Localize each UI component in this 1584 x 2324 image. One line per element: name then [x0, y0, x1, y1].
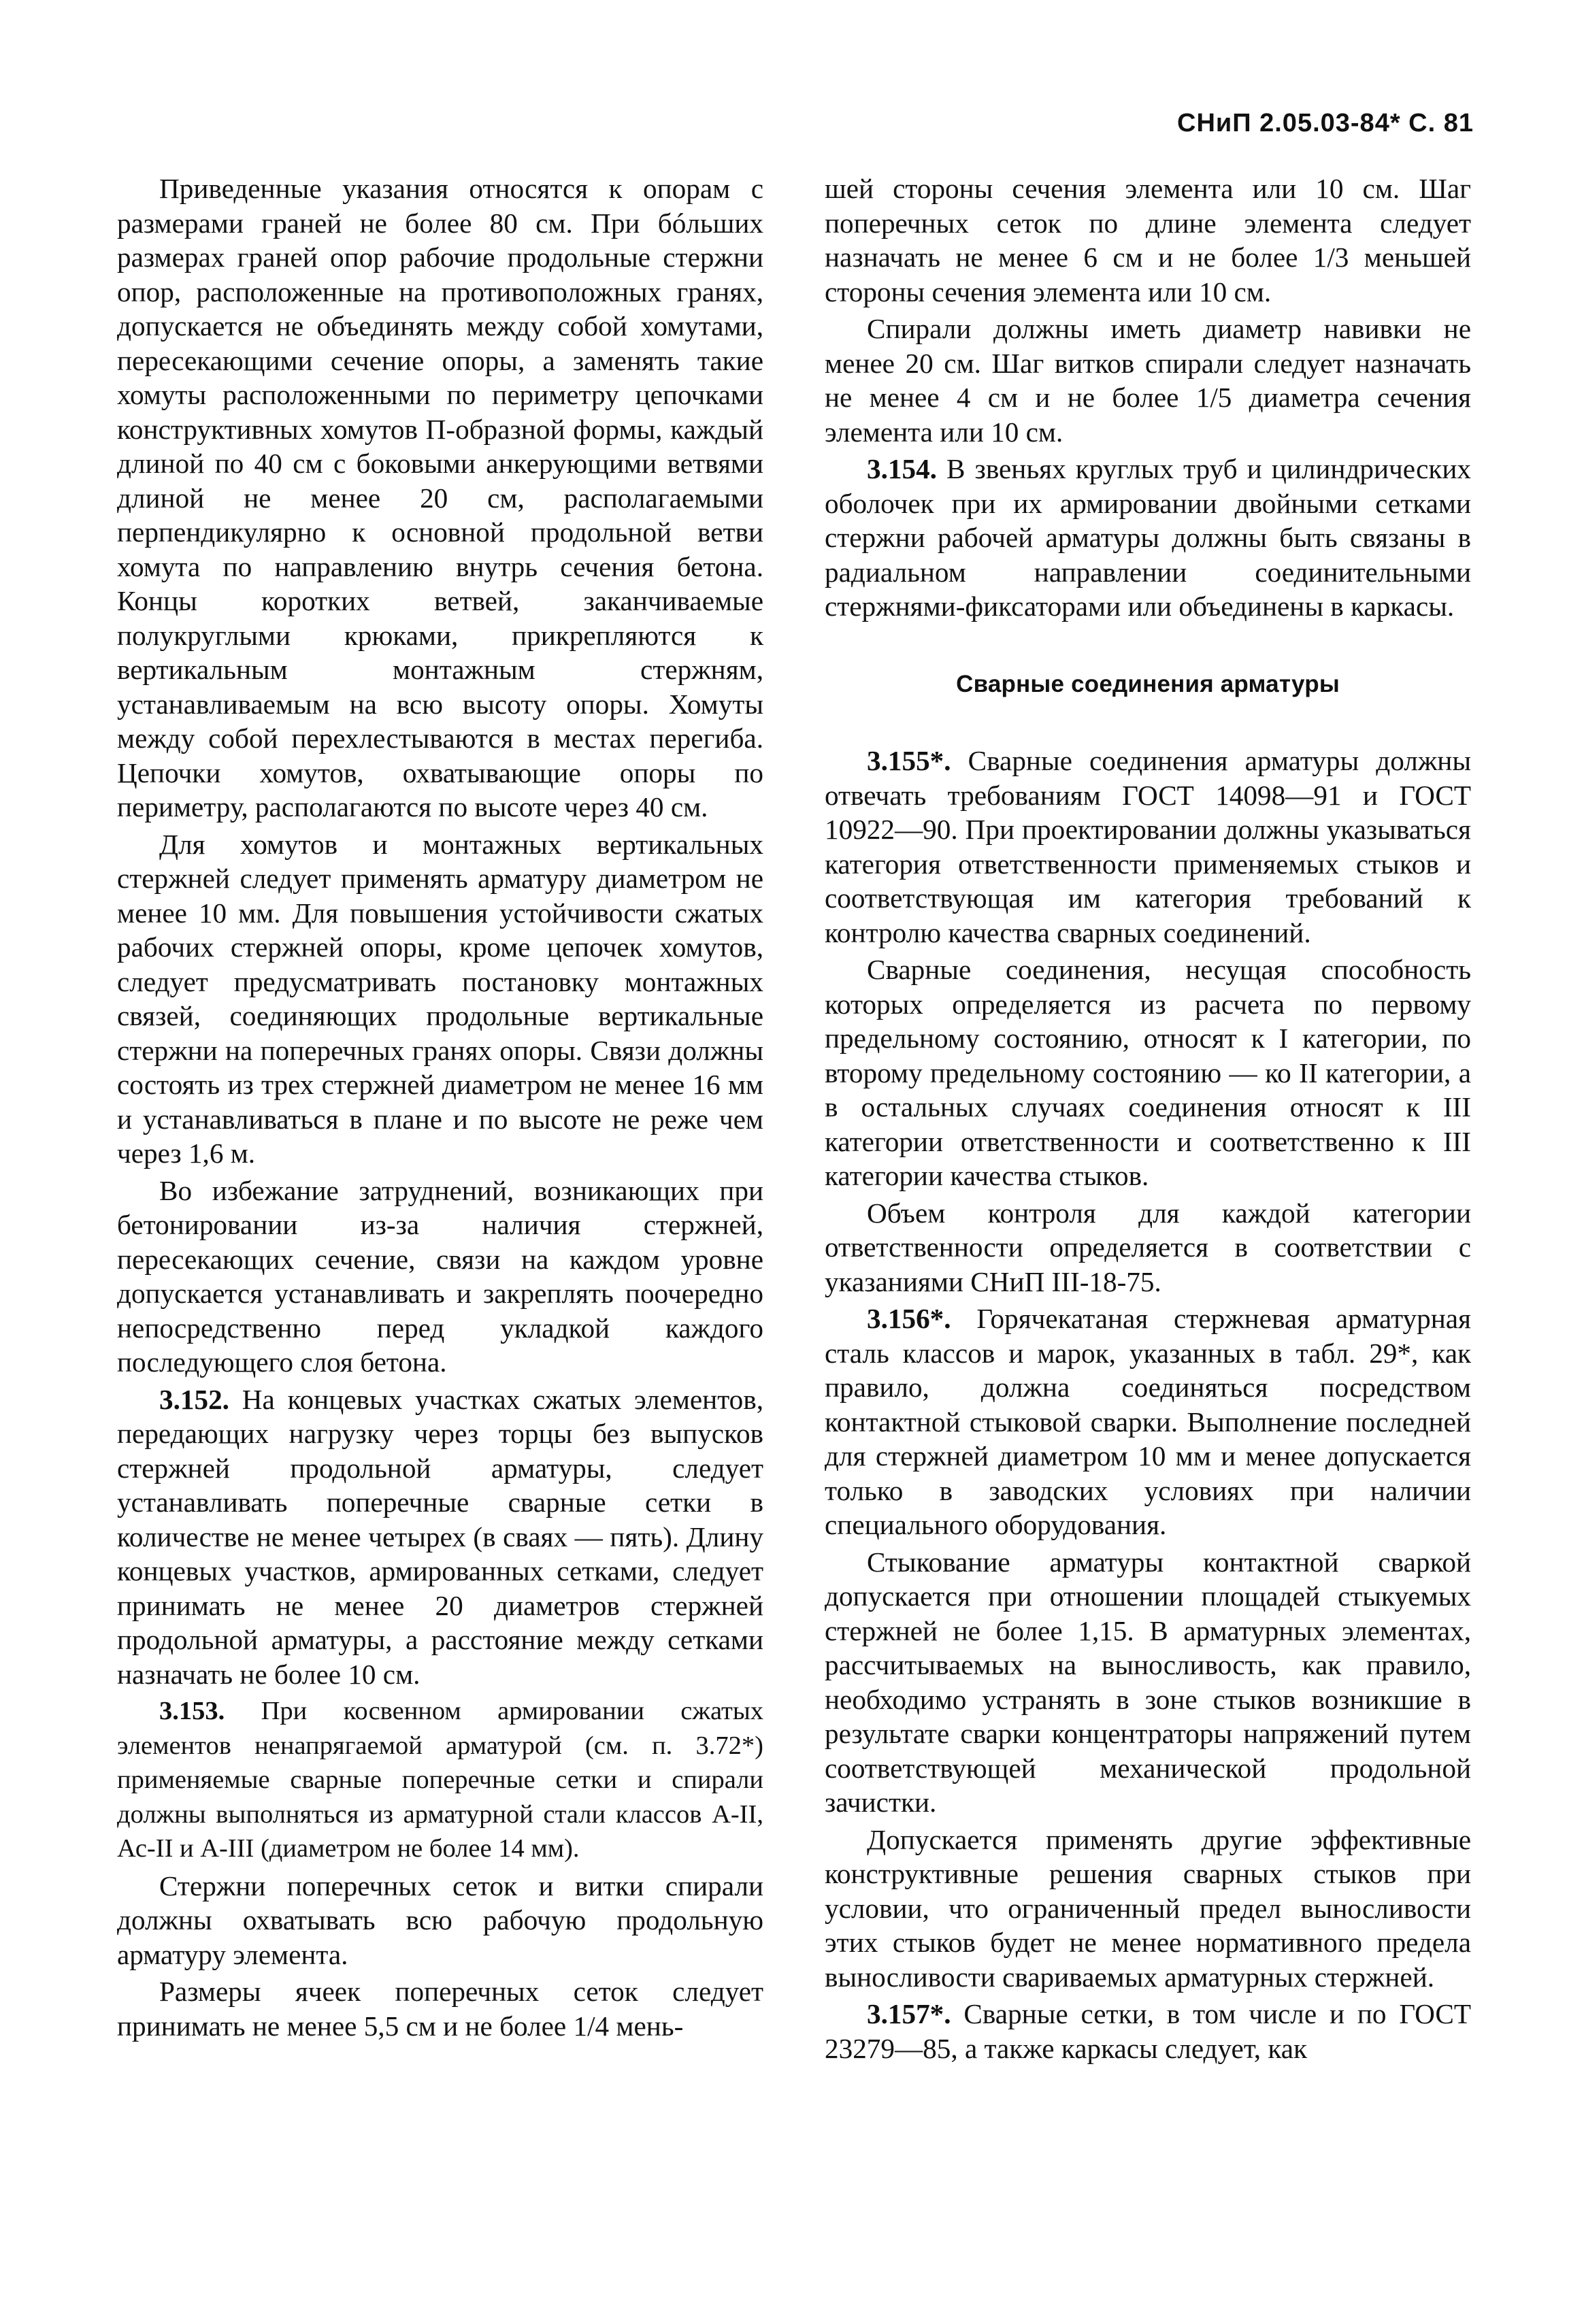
paragraph-text: Для хомутов и монтажных вертикальных стержней следует применять арматуру диаметром не менее 10 мм. Для повышения устойчивости сжатых рабочих стержней опоры, кроме цепочек хомутов, следует предусматривать постановку монтажных связей, соединяющих продольные вертикальные стержни на поперечных гранях опоры. Связи должны состоять из трех стержней диаметром не менее 16 мм и устанавливаться в плане и по высоте не реже чем через 1,6 м.: [117, 828, 763, 1169]
paragraph-homuty: [117, 827, 763, 1171]
paragraph-text: Допускается применять другие эффективные конструктивные решения сварных стыков при условии, что ограниченный предел выносливости этих стыков будет не менее нормативного предела выносливости свариваемых арматурных стержней.: [825, 1823, 1471, 1993]
paragraph-razmery-yacheek: [117, 1974, 763, 2043]
paragraph-text: Сварные соединения арматуры должны отвечать требованиям ГОСТ 14098—91 и ГОСТ 10922—90. При проектировании должны указываться категория ответственности применяемых стыков и соответствующая им категория требований к контролю качества сварных соединений.: [825, 745, 1471, 948]
clause-number: 3.155*.: [867, 745, 951, 776]
paragraph-opory-1: [117, 171, 763, 825]
clause-number: 3.157*.: [867, 1998, 951, 2029]
clause-3-153: [117, 1694, 763, 1866]
paragraph-text: Спирали должны иметь диаметр навивки не менее 20 см. Шаг витков спирали следует назначать не менее 4 см и не более 1/5 диаметра сечения элемента или 10 см.: [825, 313, 1471, 448]
paragraph-text: Приведенные указания относятся к опорам с размерами граней не более 80 см. При бóльших размерах граней опор рабочие продольные стержни опор, расположенные на противоположных гранях, допускается не объединять между собой хомутами, пересекающими сечение опоры, а заменять такие хомуты расположенными по периметру цепочками конструктивных хомутов П-образной формы, каждый длиной по 40 см с боковыми анкерующими ветвями длиной не менее 20 см, располагаемыми перпендикулярно к основной продольной ветви хомута по направлению внутрь сечения бетона. Концы коротких ветвей, заканчиваемые полукруглыми крюками, прикрепляются к вертикальным монтажным стержням, устанавливаемым на всю высоту опоры. Хомуты между собой перехлестываются в местах перегиба. Цепочки хомутов, охватывающие опоры по периметру, располагаются по высоте через 40 см.: [117, 173, 763, 823]
clause-3-154: [825, 452, 1471, 624]
paragraph-spirali: [825, 312, 1471, 449]
left-column: [117, 171, 763, 2046]
clause-3-152: [117, 1382, 763, 1692]
paragraph-text: Объем контроля для каждой категории ответственности определяется в соответствии с указаниями СНиП III-18-75.: [825, 1197, 1471, 1297]
paragraph-text: В звеньях круглых труб и цилиндрических оболочек при их армировании двойными сетками стержни рабочей арматуры должны быть связаны в радиальном направлении соединительными стержнями-фиксаторами или объединены в каркасы.: [825, 453, 1472, 622]
paragraph-kategorii: [825, 952, 1471, 1193]
clause-3-156: [825, 1301, 1471, 1542]
right-column: [825, 171, 1471, 2068]
clause-number: 3.156*.: [867, 1303, 951, 1334]
paragraph-text: Горячекатаная стержневая арматурная сталь классов и марок, указанных в табл. 29*, как правило, должна соединяться посредством контактной стыковой сварки. Выполнение последней для стержней диаметром 10 мм и менее допускается только в заводских условиях при наличии специального оборудования.: [825, 1303, 1471, 1540]
paragraph-stykovanie: [825, 1545, 1471, 1820]
clause-3-155: [825, 744, 1471, 950]
clause-3-157: [825, 1997, 1471, 2065]
paragraph-obem-kontrolya: [825, 1196, 1471, 1299]
paragraph-text: Стержни поперечных сеток и витки спирали должны охватывать всю рабочую продольную арматуру элемента.: [117, 1870, 763, 1970]
paragraph-text: Во избежание затруднений, возникающих при бетонировании из-за наличия стержней, пересекающих сечение, связи на каждом уровне допускается устанавливать и закреплять поочередно непосредственно перед укладкой каждого последующего слоя бетона.: [117, 1174, 763, 1378]
paragraph-text: Размеры ячеек поперечных сеток следует принимать не менее 5,5 см и не более 1/4 мень-: [117, 1976, 763, 2042]
running-header: СНиП 2.05.03-84* С. 81: [1177, 109, 1474, 137]
paragraph-text: шей стороны сечения элемента или 10 см. Шаг поперечных сеток по длине элемента следует назначать не менее 6 см и не более 1/3 меньшей стороны сечения элемента или 10 см.: [825, 173, 1471, 308]
clause-number: 3.153.: [159, 1697, 225, 1725]
section-heading: Сварные соединения арматуры: [956, 670, 1340, 697]
clause-number: 3.152.: [159, 1383, 229, 1415]
paragraph-text: При косвенном армировании сжатых элементов ненапрягаемой арматурой (см. п. 3.72*) применяемые сварные поперечные сетки и спирали должны выполняться из арматурной стали классов А-II, Ас-II и А-III (диаметром не более 14 мм).: [117, 1697, 763, 1863]
paragraph-text: Стыкование арматуры контактной сваркой допускается при отношении площадей стыкуемых стержней не более 1,15. В арматурных элементах, рассчитываемых на выносливость, как правило, необходимо устранять в зоне стыков возникшие в результате сварки концентраторы напряжений путем соответствующей механической продольной зачистки.: [825, 1546, 1471, 1818]
paragraph-text: Сварные сетки, в том числе и по ГОСТ 23279—85, а также каркасы следует, как: [825, 1998, 1472, 2064]
paragraph-text: На концевых участках сжатых элементов, передающих нагрузку через торцы без выпусков стержней продольной арматуры, следует устанавливать поперечные сварные сетки в количестве не менее четырех (в сваях — пять). Длину концевых участков, армированных сетками, следует принимать не менее 20 диаметров стержней продольной арматуры, а расстояние между сетками назначать не более 10 см.: [117, 1383, 763, 1690]
clause-number: 3.154.: [867, 453, 937, 484]
paragraph-sterzhni-setok: [117, 1869, 763, 1972]
paragraph-drugie-resheniya: [825, 1823, 1471, 1995]
paragraph-betonirovanie: [117, 1174, 763, 1380]
paragraph-text: Сварные соединения, несущая способность которых определяется из расчета по первому предельному состоянию, относят к I категории, по второму предельному состоянию — ко II категории, а в остальных случаях соединения относят к III категории ответственности и соответственно к III категории качества стыков.: [825, 954, 1471, 1191]
paragraph-continuation: [825, 171, 1471, 309]
